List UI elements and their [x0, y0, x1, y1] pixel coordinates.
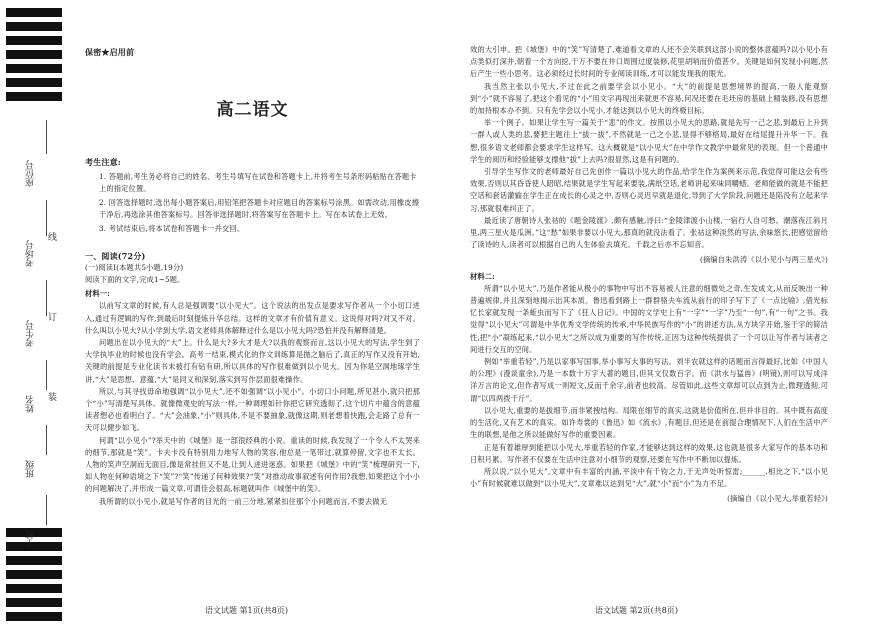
binding-stripe — [6, 22, 62, 31]
paragraph: 我所谓的以小见小,就是写作者的目光的一前三分地,紧紧扣住那个小问题而言,不要去做无 — [99, 496, 388, 506]
paragraph: 举一个例子。如果让学生写一篇关于“悲”的作文。按照以小见大的思路,就是先写一己之悲,到最后上升到一群人或人类的悲,要把主题往上“拔一拔”,不然就是一己之小悲,显得不够格局,最好在结尾提升升华一下。我想,很多语文老师都会要求学生这样写。这大概就是“以小见大”在中学作文教学中最常见的表现。但一个普通中学生的阅历和经验能够支撑他“拔”上去吗?很显然,这是有问题的。 — [470, 118, 828, 164]
binding-stripe — [6, 612, 62, 621]
binding-stripe — [6, 8, 62, 17]
paragraph: 引导学生写作文的老师最好自己先创作一篇以小见大的作品,给学生作为案例来示范,我觉得可能这会有些效果,否则以其昏昏使人昭昭,结果就是学生写起来要装,满纸空话,老师讲起来味同嚼蜡。老师能做的就是不能把空话和套话灌输在学生正在成长的心灵之中,否则心灵迟早就是退化,导到了大学阶段,问题还是陷没有立起来学习,那就很难纠正了。 — [470, 167, 828, 213]
material-two-label: 材料二: — [470, 271, 496, 281]
notice-heading: 考生注意: — [85, 157, 121, 168]
right-page — [470, 44, 828, 604]
notice-item: 1. 答题前,考生务必将自己的姓名、考生号填写在试卷和答题卡上,并将考生号条形码粘贴在答题卡上的指定位置。 — [99, 171, 417, 193]
seat-number-label: 座位号 — [26, 160, 36, 187]
material-one-label: 材料一: — [85, 289, 111, 299]
binding-stripe — [6, 64, 62, 73]
paragraph: 最近读了唐朝诗人张祜的《题金陵渡》,颇有感触,诗曰:“金陵津渡小山楼,一宿行人自可愁。潮落夜江斜月里,两三星火是瓜洲。”这“愁”如果非要以小见大,那真的就没法看了。张祜这种淡然的写法,余味悠长,把感觉留给了读诗的人,读者可以根据自己的人生体验去填充。千载之后亦不忘知音。 — [470, 215, 828, 250]
cut-line-label: 线 — [48, 233, 58, 243]
paragraph: 正是有着雄厚到能把以小见大,举重若轻的作家,才能够达到这样的效果,这也就是很多大家写作的基本功和日积月累。写作者不仅要在生活中注意对小细节的观察,还要在写作中不断加以提炼。 — [470, 442, 828, 464]
class-label: 班级 — [26, 460, 36, 478]
paragraph: 以前写文章的时候,有人总是强调要“以小见大”。这个说法的出发点是要求写作者从一个小切口进入,通过有逻辑的写作,到最后时刻提炼升华总结。这样的文章才有价值有意义。这说得对吗?对又不对。什么叫以小见大?从小学到大学,语文老师具体解释过什么是以小见大吗?恐怕并没有解释清楚。 — [85, 301, 420, 335]
notice-item: 3. 考试结束后,将本试卷和答题卡一并交回。 — [99, 224, 245, 234]
exam-room-label: 考场号 — [26, 240, 36, 267]
binding-stripe — [6, 36, 62, 45]
source-citation-2: (摘编自《以小见大,举重若轻》) — [727, 494, 828, 504]
binding-stripe — [6, 78, 62, 87]
left-page — [85, 40, 420, 595]
exam-title: 高二语文 — [216, 100, 289, 121]
binding-stripe — [6, 92, 62, 101]
notice-item: 2. 回答选择题时,选出每小题答案后,用铅笔把答题卡对应题目的答案标号涂黑。如需改动,用橡皮擦干净后,再选涂其他答案标号。回答非选择题时,将答案写在答题卡上。写在本试卷上无效。 — [99, 198, 420, 220]
candidate-number-label: 考生号 — [26, 320, 36, 347]
seat-number-line — [46, 120, 47, 154]
fill-blank-sentence: 所以说,“以小见大”,文章中有丰富的内涵,平淡中有千钧之力,于无声处听惊雷;______,相比之下,“以小见小”有时候就难以做到“以小见大”,文章难以达到见“大”,就“小”而“小”为力不足。 — [470, 466, 828, 489]
school-line — [46, 495, 47, 525]
binding-area — [22, 120, 56, 590]
paragraph: 我当然主张以小见大,不过在此之前要学会以小见小。“大”的前提是思想境界的提高,一般人能观察到“小”就不容易了,把这个看见的“小”用文字再现出来就更不容易,何况还要在毛坯房的基础上精装修,没有思想的加持根本办不到。只有先学会以小见小,才能达到以小见大的终极目标。 — [470, 81, 828, 116]
secret-label: 保密★启用前 — [85, 47, 135, 57]
paragraph: 所谓“以小见大”,乃是作者能从极小的事物中写出不容易被人注意的细微处之奇,生发成文,从而反映出一种普遍规律,并且深刻地揭示出其本质。鲁迅看到路上一群群骆夫车流从前行的印子写下了《一点比喻》,借光标忆长家就发现一条蚯虫而写下了《狂人日记》。中国的文学史上有“一字”“一字”乃至“一句”,有“一句”之书。我觉得“以小见大”可谓是中华优秀文学传统的传承,中华民族写作的“小”的讲述方法,从方块字开始,鉴于字的简洁性,把“小”凝练起来,“以小见大”之所以成为重要的写作传统,正因为这种传统提供了一个可以让写作者与读者之间进行交互的空间。 — [470, 283, 828, 354]
footer-right: 语文试题 第2页(共8页) — [595, 606, 678, 615]
binding-stripe — [6, 50, 62, 59]
paragraph: 问题出在以小见大的“大”上。什么是大?多大才是大?以我的观察而言,这以小见大的写法,学生到了大学执毕业的时候也没有学会。高考一结束,模式化的作文训练算是抛之脑后了,真正的写作又没有开始,关键的前提是专业化读书未被打有钻有研,所以具体的写作很难做到以小见大。因为你是空洞地琢学生讲,“大”是思想、意蕴,“大”是同义和深刻,落实到写作层面很难操作。 — [85, 338, 420, 384]
binding-stripe — [6, 598, 62, 607]
footer-left: 语文试题 第1页(共8页) — [205, 606, 288, 615]
subsection-heading: (一)阅读Ⅰ(本题共5小题,19分) — [85, 262, 184, 272]
section-heading: 一、阅读(72分) — [85, 250, 146, 261]
instruction: 阅读下面的文字,完成1~5题。 — [85, 275, 185, 285]
name-label: 姓名 — [26, 395, 36, 413]
cut-ding-label: 订 — [48, 313, 58, 323]
name-line — [46, 360, 47, 390]
paragraph: 何谓“以小见小”?举天中的《城堡》是一部很经典的小说。重读的时候,我发现了一个令人不太哭来的细节,那就是“笑”。卡夫卡没有特别用力地写人物的笑容,他总是一笔带过,就算停留,文字也不太长。人物的笑声空洞而无面目,像是常挂但又不是,让到人迸进迷惑。如果把《城堡》中的“笑”梳理研究一下,如人物在何种语境之下“笑”?“笑”传递了何种效果?“笑”对推动故事叙述有何作用?我想,如果把这个小小的问题解决了,并形成一篇文章,可谓佳会很高,标题就叫作《城堡中的笑》。 — [85, 435, 420, 494]
class-line — [46, 425, 47, 455]
paragraph: 效的大引申。把《城堡》中的“笑”写清楚了,难道看文章的人还不会关联到这部小说的整体意蕴吗?以小见小有点类似打深井,朝着一个方向挖,干万不要在井口周围过度装修,花里胡哨而价值甚少。关键是如何发现小问题,然后产生一些小思考。这必须经过长时间的专业阅读训练,才可以能发现我的眼光。 — [470, 45, 828, 79]
paragraph: 所以,与其寻找毋命地强调“以小见大”,还不如强调“以小见小”。小切口小问题,所见甚小,就只把那个“小”写清楚写具体。就像微观史的写法一样,一种调理如针你把它研究透彻了,这个切片中蕴含的意蕴读者想必也看明白了。“大”会油象,“小”则具体,不是不要抽象,就像这期,则老想着快跑,会走路了总有一天可以健步如飞。 — [85, 386, 420, 433]
paragraph: 例如“举重若轻”,乃是以家事写国事,举小事写大事的写法。刘半农就这样的话题而言得最好,比如《中国人的公理》(漫谈童余),乃是一本数十万字大著的题目,但其文仅数百字。而《洪水与猛兽》(明镜),则可以写成洋洋万言的论文,但作者写成一则短文,反而千余字,前者也较高。尽管如此,这些文章却可以点到为止,微理透彻,可谓“以四两拨千斤”。 — [470, 357, 828, 403]
candidate-number-line — [46, 280, 47, 316]
source-citation-1: (摘编自朱洪涛《以小见小与两三星火》) — [700, 255, 828, 265]
exam-room-line — [46, 200, 47, 236]
cut-zhuang-label: 装 — [48, 393, 58, 403]
notice-list — [99, 171, 420, 236]
school-label: 学校 — [26, 530, 36, 548]
paragraph: 以小见大,重要的是拔细节,而非紧拽结构。局限在细节的真实,这就是价值所在,但并非目的。其中既有高度的生活化,又有艺术的真实。如许寿裳的《鲁迅》如《流水》,有题目,但还是在前提合理情况下,人们在生活中产生的联想,是他之所以能做好写作的重要因素。 — [470, 405, 828, 440]
